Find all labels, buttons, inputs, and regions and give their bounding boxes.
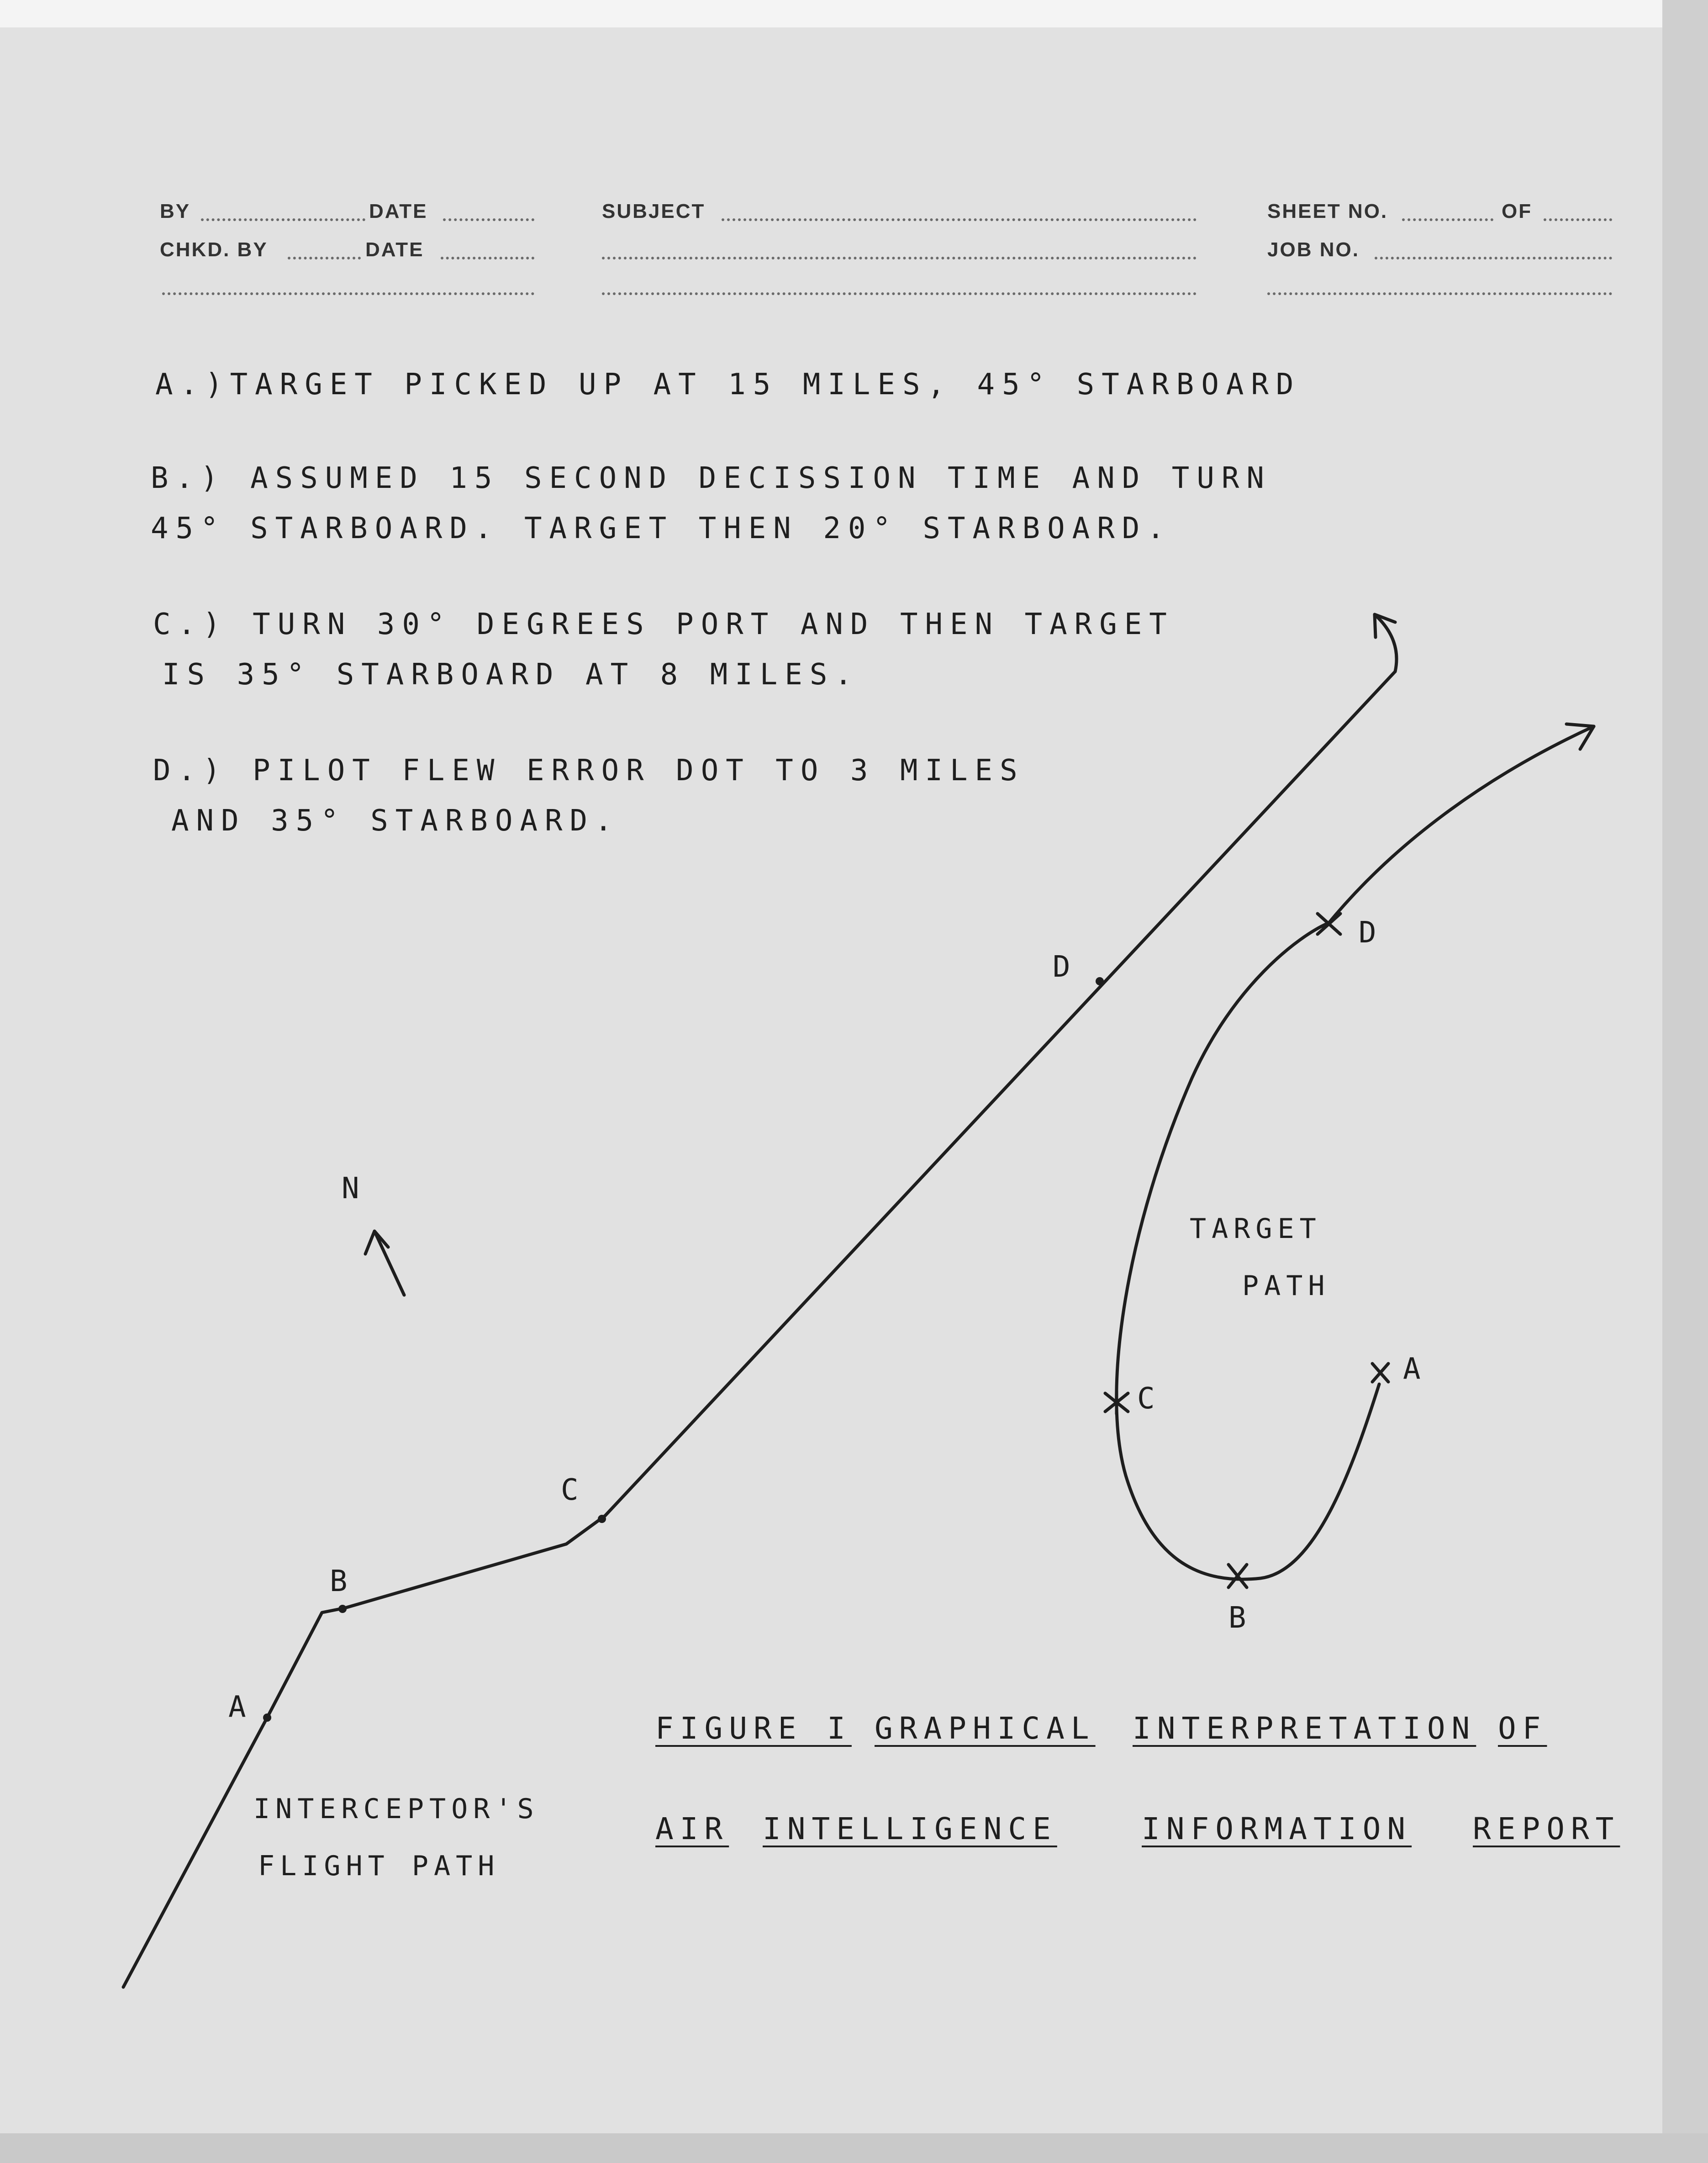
sheet-no-label: SHEET NO. [1267, 200, 1388, 222]
date-label: DATE [369, 200, 428, 222]
caption-word-graphical: GRAPHICAL [875, 1711, 1096, 1746]
north-arrow-icon [365, 1231, 404, 1295]
interceptor-point-a-label: A [228, 1690, 246, 1724]
target-point-a-label: A [1403, 1352, 1421, 1386]
target-mark-a-icon [1372, 1364, 1388, 1382]
caption-word-of: OF [1498, 1711, 1547, 1746]
caption-figure-number: FIGURE I [655, 1711, 852, 1746]
interceptor-point-c-dot [598, 1515, 606, 1523]
job-no-label: JOB NO. [1267, 238, 1360, 261]
note-d-line-2: AND 35° STARBOARD. [171, 804, 620, 838]
target-point-c-label: C [1137, 1382, 1155, 1416]
note-a-line-1: A.)TARGET PICKED UP AT 15 MILES, 45° STARBOARD [155, 368, 1301, 402]
interceptor-point-a-dot [263, 1713, 271, 1722]
north-label: N [342, 1172, 359, 1206]
subject-label: SUBJECT [602, 200, 706, 222]
of-label: OF [1502, 200, 1533, 222]
interceptor-point-b-label: B [330, 1565, 348, 1598]
caption-word-air: AIR [655, 1811, 729, 1846]
note-c-line-2: IS 35° STARBOARD AT 8 MILES. [162, 658, 859, 692]
chkd-by-label: CHKD. BY [160, 238, 268, 261]
caption-word-information: INFORMATION [1142, 1811, 1412, 1846]
target-path-label-line-2: PATH [1242, 1270, 1330, 1302]
target-point-d-label: D [1359, 916, 1376, 950]
interceptor-point-b-dot [338, 1605, 347, 1613]
interceptor-path-label-line-2: FLIGHT PATH [258, 1850, 500, 1882]
note-c-line-1: C.) TURN 30° DEGREES PORT AND THEN TARGET [153, 608, 1174, 641]
caption-word-intelligence: INTELLIGENCE [763, 1811, 1057, 1846]
interceptor-point-d-label: D [1053, 950, 1070, 984]
date2-label: DATE [365, 238, 424, 261]
interceptor-path-label-line-1: INTERCEPTOR'S [253, 1793, 539, 1825]
interceptor-flight-path-line [123, 672, 1395, 1987]
target-point-b-label: B [1228, 1601, 1246, 1635]
note-b-line-2: 45° STARBOARD. TARGET THEN 20° STARBOARD. [151, 512, 1172, 545]
note-b-line-1: B.) ASSUMED 15 SECOND DECISSION TIME AND TURN [151, 461, 1271, 495]
target-mark-b-icon [1228, 1565, 1247, 1587]
interceptor-point-d-dot [1096, 977, 1104, 985]
target-path-curve [1117, 726, 1594, 1579]
target-path-label-line-1: TARGET [1190, 1213, 1322, 1245]
target-mark-c-icon [1105, 1391, 1128, 1414]
target-mark-d-icon [1318, 914, 1340, 934]
caption-word-interpretation: INTERPRETATION [1133, 1711, 1476, 1746]
interceptor-arrowhead-icon [1375, 614, 1397, 672]
interceptor-point-c-label: C [561, 1473, 579, 1507]
note-d-line-1: D.) PILOT FLEW ERROR DOT TO 3 MILES [153, 754, 1025, 788]
by-label: BY [160, 200, 191, 222]
caption-word-report: REPORT [1473, 1811, 1620, 1846]
